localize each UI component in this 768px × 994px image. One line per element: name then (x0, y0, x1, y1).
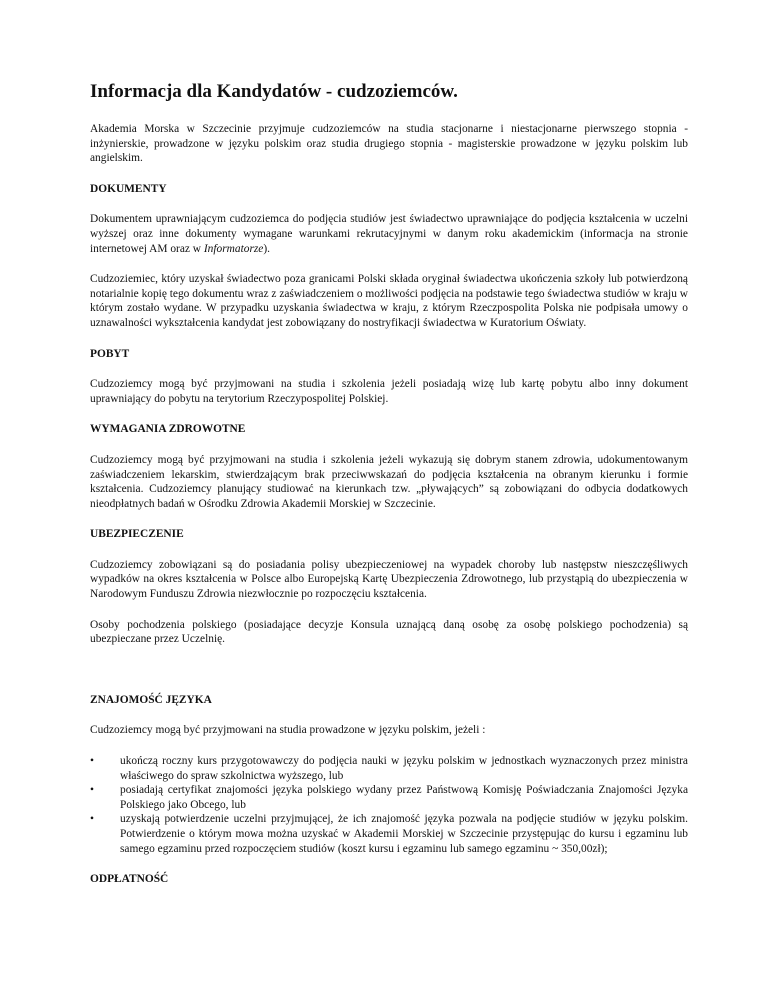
list-item-text: posiadają certyfikat znajomości języka polskiego wydany przez Państwową Komisję Poświadczania Znajomości Języka Polskiego jako Obcego, lub (120, 784, 688, 811)
list-item (90, 812, 688, 856)
list-item-text: uzyskają potwierdzenie uczelni przyjmującej, że ich znajomość języka pozwala na podjęcie studiów w języku polskim. Potwierdzenie o którym mowa można uzyskać w Akademii Morskiej w Szczecinie przystępując do kursu i egzaminu lub samego egzaminu przed rozpoczęciem studiów (koszt kursu i egzaminu lub samego egzaminu ~ 350,00zł); (120, 813, 688, 855)
ubezpieczenie-paragraph-1: Cudzoziemcy zobowiązani są do posiadania polisy ubezpieczeniowej na wypadek choroby lub następstw nieszczęśliwych wypadków na okres kształcenia w Polsce albo Europejską Kartę Ubezpieczenia Zdrowotnego, lub przystąpią do ubezpieczenia w Narodowym Funduszu Zdrowia niezwłocznie po rozpoczęciu kształcenia. (90, 558, 688, 601)
dokumenty-paragraph-1 (90, 212, 688, 256)
list-item-text: ukończą roczny kurs przygotowawczy do podjęcia nauki w języku polskim w jednostkach wyznaczonych przez ministra właściwego do spraw szkolnictwa wyższego, lub (120, 755, 688, 782)
dokumenty-paragraph-2: Cudzoziemiec, który uzyskał świadectwo poza granicami Polski składa oryginał świadectwa ukończenia szkoły lub potwierdzoną notarialnie kopię tego dokumentu wraz z zaświadczeniem o możliwości podjęcia na podstawie tego świadectwa studiów w kraju w którym zostało wydane. W przypadku uzyskania świadectwa w kraju, z którym Rzeczpospolita Polska nie podpisała umowy o uznawalności wykształcenia kandydat jest zobowiązany do nostryfikacji świadectwa w Kuratorium Oświaty. (90, 273, 688, 329)
section-heading-jezyk: ZNAJOMOŚĆ JĘZYKA (90, 693, 212, 706)
section-heading-pobyt: POBYT (90, 347, 130, 360)
pobyt-paragraph: Cudzoziemcy mogą być przyjmowani na studia i szkolenia jeżeli posiadają wizę lub kartę pobytu albo inny dokument uprawniający do pobytu na terytorium Rzeczypospolitej Polskiej. (90, 378, 688, 405)
intro-paragraph: Akademia Morska w Szczecinie przyjmuje cudzoziemców na studia stacjonarne i niestacjonarne pierwszego stopnia - inżynierskie, prowadzone w języku polskim oraz studia drugiego stopnia - magisterskie prowadzone w języku polskim lub angielskim. (90, 123, 688, 165)
bullet-icon: • (90, 755, 94, 768)
section-heading-dokumenty: DOKUMENTY (90, 182, 167, 195)
dokumenty-p1-end: ). (263, 242, 271, 255)
zdrowie-paragraph: Cudzoziemcy mogą być przyjmowani na studia i szkolenia jeżeli wykazują się dobrym stanem zdrowia, udokumentowanym zaświadczeniem lekarskim, stwierdzającym brak przeciwwskazań do podjęcia kształcenia na obranym kierunku i formie kształcenia. Cudzoziemcy planujący studiować na kierunkach tzw. „pływających” są zobowiązani do odbycia dodatkowych nieodpłatnych badań w Ośrodku Zdrowia Akademii Morskiej w Szczecinie. (90, 453, 688, 510)
section-heading-odplatnosc: ODPŁATNOŚĆ (90, 873, 169, 886)
section-heading-ubezpieczenie: UBEZPIECZENIE (90, 528, 184, 541)
ubezpieczenie-paragraph-2: Osoby pochodzenia polskiego (posiadające decyzje Konsula uznającą daną osobę za osobę polskiego pochodzenia) są ubezpieczane przez Uczelnię. (90, 618, 688, 646)
jezyk-list (90, 754, 688, 856)
page-title: Informacja dla Kandydatów - cudzoziemców. (90, 81, 458, 102)
section-heading-zdrowie: WYMAGANIA ZDROWOTNE (90, 423, 246, 436)
list-item (90, 783, 688, 812)
bullet-icon: • (90, 784, 94, 797)
informator-italic: Informatorze (203, 242, 264, 255)
list-item (90, 754, 688, 783)
dokumenty-p1-text: Dokumentem uprawniającym cudzoziemca do podjęcia studiów jest świadectwo uprawniające do podjęcia kształcenia w uczelni wyższej oraz inne dokumenty wymagane warunkami rekrutacyjnymi w danym roku akademickim (informacja na stronie internetowej AM oraz w (90, 213, 688, 255)
jezyk-intro: Cudzoziemcy mogą być przyjmowani na studia prowadzone w języku polskim, jeżeli : (90, 724, 486, 737)
bullet-icon: • (90, 813, 94, 826)
section-spacer (90, 663, 688, 693)
